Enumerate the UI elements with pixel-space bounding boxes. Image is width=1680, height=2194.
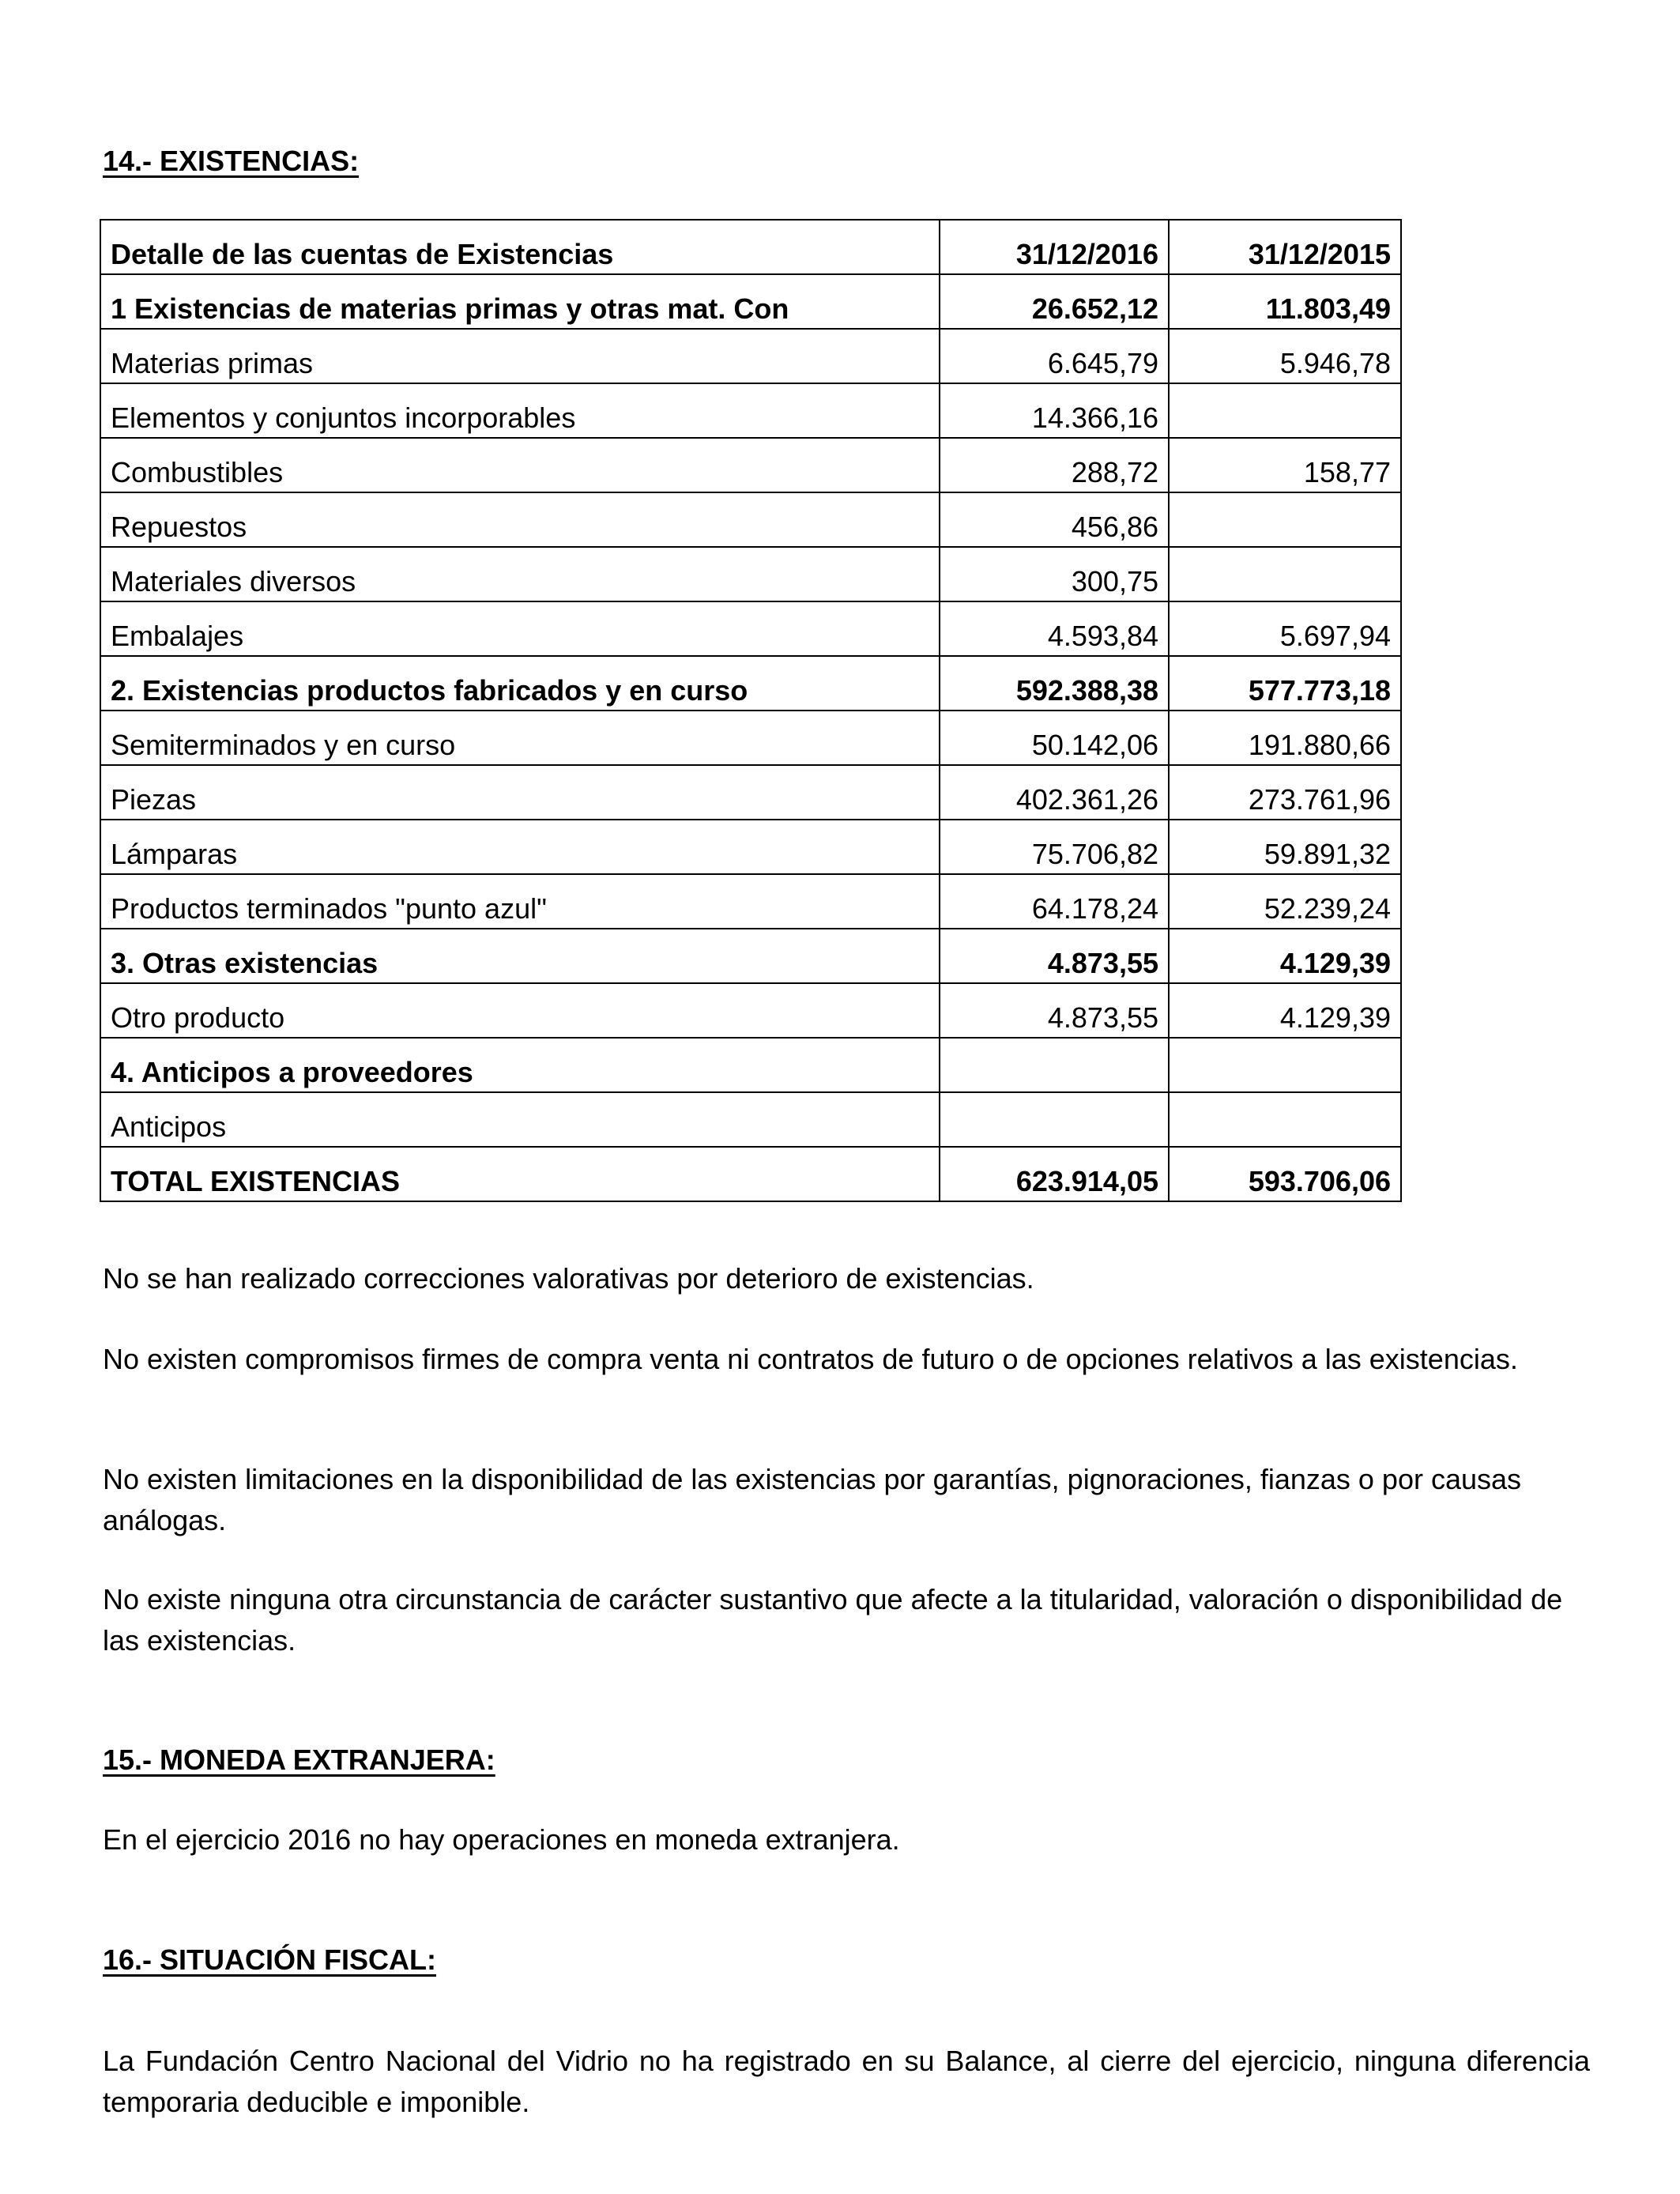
row-value-2015: 273.761,96 — [1169, 765, 1401, 820]
row-label: Combustibles — [100, 438, 940, 492]
paragraph-compromisos: No existen compromisos firmes de compra venta ni contratos de futuro o de opciones relativos a las existencias. — [103, 1343, 1518, 1375]
row-value-2016: 6.645,79 — [940, 329, 1169, 383]
row-label: Anticipos — [100, 1092, 940, 1147]
row-value-2016: 4.593,84 — [940, 601, 1169, 656]
table-row — [100, 383, 1401, 438]
header-2015: 31/12/2015 — [1169, 220, 1401, 274]
row-value-2015 — [1169, 383, 1401, 438]
row-label: Productos terminados "punto azul" — [100, 874, 940, 929]
paragraph-circunstancia: No existe ninguna otra circunstancia de carácter sustantivo que afecte a la titularidad, valoración o disponibilidad de las existencias. — [103, 1583, 1563, 1657]
table-row — [100, 329, 1401, 383]
row-value-2016: 14.366,16 — [940, 383, 1169, 438]
row-label: Materiales diversos — [100, 547, 940, 601]
paragraph-moneda-extranjera: En el ejercicio 2016 no hay operaciones en moneda extranjera. — [103, 1823, 900, 1856]
table-row — [100, 874, 1401, 929]
total-value-2015: 593.706,06 — [1169, 1147, 1401, 1201]
row-value-2015: 5.946,78 — [1169, 329, 1401, 383]
row-label: Piezas — [100, 765, 940, 820]
table-row — [100, 656, 1401, 711]
row-value-2015: 4.129,39 — [1169, 929, 1401, 983]
row-label: 3. Otras existencias — [100, 929, 940, 983]
row-value-2016 — [940, 1092, 1169, 1147]
paragraph-situacion-fiscal: La Fundación Centro Nacional del Vidrio no ha registrado en su Balance, al cierre del ejercicio, ninguna diferencia temporaria deducible e imponible. — [103, 2045, 1590, 2118]
row-label: Lámparas — [100, 820, 940, 874]
section-16-title: 16.- SITUACIÓN FISCAL: — [103, 1943, 437, 1976]
table-row — [100, 983, 1401, 1038]
row-value-2016: 4.873,55 — [940, 929, 1169, 983]
row-value-2015: 5.697,94 — [1169, 601, 1401, 656]
row-value-2016: 456,86 — [940, 492, 1169, 547]
header-label: Detalle de las cuentas de Existencias — [100, 220, 940, 274]
row-value-2016: 592.388,38 — [940, 656, 1169, 711]
table-total-row — [100, 1147, 1401, 1201]
row-label: Otro producto — [100, 983, 940, 1038]
total-value-2016: 623.914,05 — [940, 1147, 1169, 1201]
table-row — [100, 711, 1401, 765]
row-value-2015: 158,77 — [1169, 438, 1401, 492]
table-row — [100, 492, 1401, 547]
section-15-title: 15.- MONEDA EXTRANJERA: — [103, 1744, 495, 1776]
table-row — [100, 1038, 1401, 1092]
paragraph-limitaciones: No existen limitaciones en la disponibilidad de las existencias por garantías, pignoraciones, fianzas o por causas análogas. — [103, 1463, 1522, 1536]
row-value-2016: 288,72 — [940, 438, 1169, 492]
row-value-2015 — [1169, 1092, 1401, 1147]
row-label: Embalajes — [100, 601, 940, 656]
row-value-2016: 4.873,55 — [940, 983, 1169, 1038]
row-label: 1 Existencias de materias primas y otras mat. Con — [100, 274, 940, 329]
table-row — [100, 438, 1401, 492]
paragraph-deterioro: No se han realizado correcciones valorativas por deterioro de existencias. — [103, 1262, 1034, 1295]
row-label: 2. Existencias productos fabricados y en curso — [100, 656, 940, 711]
row-label: 4. Anticipos a proveedores — [100, 1038, 940, 1092]
table-row — [100, 547, 1401, 601]
existencias-table — [100, 219, 1402, 1202]
row-value-2015 — [1169, 547, 1401, 601]
row-value-2015: 4.129,39 — [1169, 983, 1401, 1038]
table-header-row — [100, 220, 1401, 274]
row-value-2016: 402.361,26 — [940, 765, 1169, 820]
row-label: Repuestos — [100, 492, 940, 547]
row-value-2015: 52.239,24 — [1169, 874, 1401, 929]
row-value-2015: 11.803,49 — [1169, 274, 1401, 329]
row-value-2015: 59.891,32 — [1169, 820, 1401, 874]
row-label: Semiterminados y en curso — [100, 711, 940, 765]
row-value-2016: 75.706,82 — [940, 820, 1169, 874]
table-row — [100, 274, 1401, 329]
row-value-2015: 191.880,66 — [1169, 711, 1401, 765]
table-row — [100, 765, 1401, 820]
section-14-title: 14.- EXISTENCIAS: — [103, 145, 360, 177]
row-label: Elementos y conjuntos incorporables — [100, 383, 940, 438]
row-value-2016: 300,75 — [940, 547, 1169, 601]
row-value-2016 — [940, 1038, 1169, 1092]
table-row — [100, 929, 1401, 983]
header-2016: 31/12/2016 — [940, 220, 1169, 274]
row-value-2016: 50.142,06 — [940, 711, 1169, 765]
total-label: TOTAL EXISTENCIAS — [100, 1147, 940, 1201]
table-row — [100, 601, 1401, 656]
row-value-2015 — [1169, 492, 1401, 547]
row-value-2016: 64.178,24 — [940, 874, 1169, 929]
row-value-2015 — [1169, 1038, 1401, 1092]
row-label: Materias primas — [100, 329, 940, 383]
table-row — [100, 1092, 1401, 1147]
table-row — [100, 820, 1401, 874]
row-value-2016: 26.652,12 — [940, 274, 1169, 329]
row-value-2015: 577.773,18 — [1169, 656, 1401, 711]
